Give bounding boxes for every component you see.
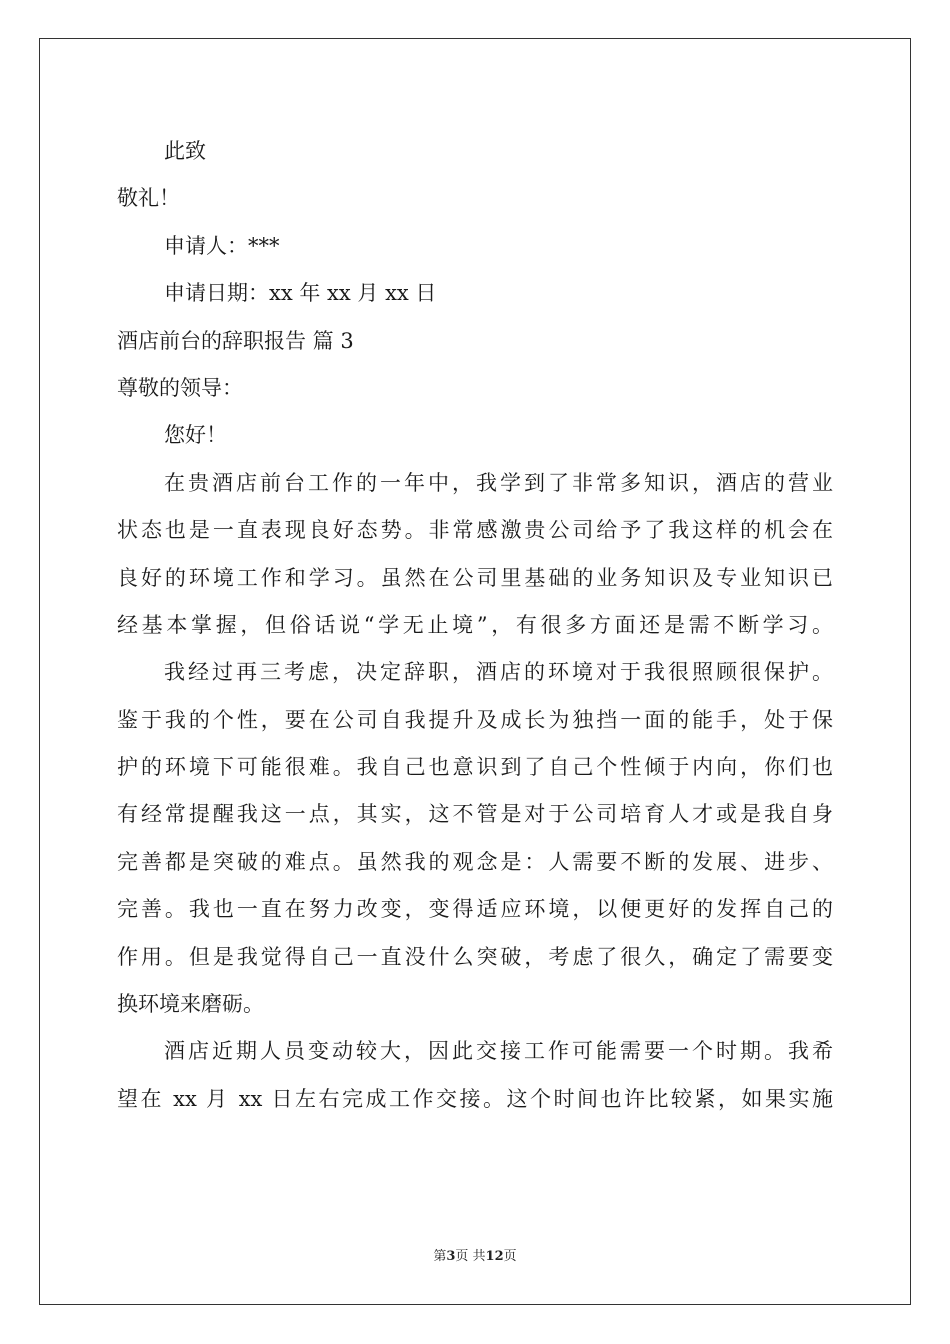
paragraph-3: [117, 1028, 833, 1123]
paragraph-line: 换环境来磨砺。: [117, 992, 264, 1017]
page-total: 12: [485, 1249, 504, 1264]
recipient-line: 尊敬的领导：: [117, 375, 243, 400]
closing-salutation: 此致: [164, 139, 206, 163]
page-current: 3: [446, 1249, 456, 1264]
hello-line: 您好！: [164, 423, 227, 448]
paragraph-1: [117, 460, 833, 650]
page-suffix: 页: [503, 1249, 517, 1264]
closing-regards: 敬礼！: [117, 186, 180, 211]
section-title: 酒店前台的辞职报告 篇 3: [117, 328, 354, 353]
paragraph-line: 良好的环境工作和学习。虽然在公司里基础的业务知识及专业知识已: [117, 565, 833, 590]
paragraph-line: 望在 xx 月 xx 日左右完成工作交接。这个时间也许比较紧，如果实施: [117, 1086, 833, 1111]
date-line: 申请日期：xx 年 xx 月 xx 日: [164, 281, 437, 306]
page-prefix: 第: [433, 1249, 447, 1264]
paragraph-line: 完善都是突破的难点。虽然我的观念是：人需要不断的发展、进步、: [117, 849, 833, 874]
paragraph-line: 酒店近期人员变动较大，因此交接工作可能需要一个时期。我希: [164, 1039, 833, 1064]
page-mid: 页 共: [455, 1249, 486, 1264]
paragraph-line: 完善。我也一直在努力改变，变得适应环境，以便更好的发挥自己的: [117, 897, 833, 922]
paragraph-line: 作用。但是我觉得自己一直没什么突破，考虑了很久，确定了需要变: [117, 944, 833, 969]
paragraph-line: 经基本掌握，但俗话说“学无止境”，有很多方面还是需不断学习。: [117, 612, 833, 637]
paragraph-line: 鉴于我的个性，要在公司自我提升及成长为独挡一面的能手，处于保: [117, 707, 833, 732]
paragraph-line: 有经常提醒我这一点，其实，这不管是对于公司培育人才或是我自身: [117, 802, 833, 827]
paragraph-line: 在贵酒店前台工作的一年中，我学到了非常多知识，酒店的营业: [164, 470, 833, 495]
page-footer: [0, 1245, 950, 1264]
paragraph-line: 护的环境下可能很难。我自己也意识到了自己个性倾于内向，你们也: [117, 755, 833, 780]
paragraph-line: 我经过再三考虑，决定辞职，酒店的环境对于我很照顾很保护。: [164, 660, 833, 685]
applicant-line: 申请人：***: [164, 233, 280, 258]
document-body: [117, 128, 833, 1123]
paragraph-line: 状态也是一直表现良好态势。非常感激贵公司给予了我这样的机会在: [117, 518, 833, 543]
paragraph-2: [117, 649, 833, 1028]
